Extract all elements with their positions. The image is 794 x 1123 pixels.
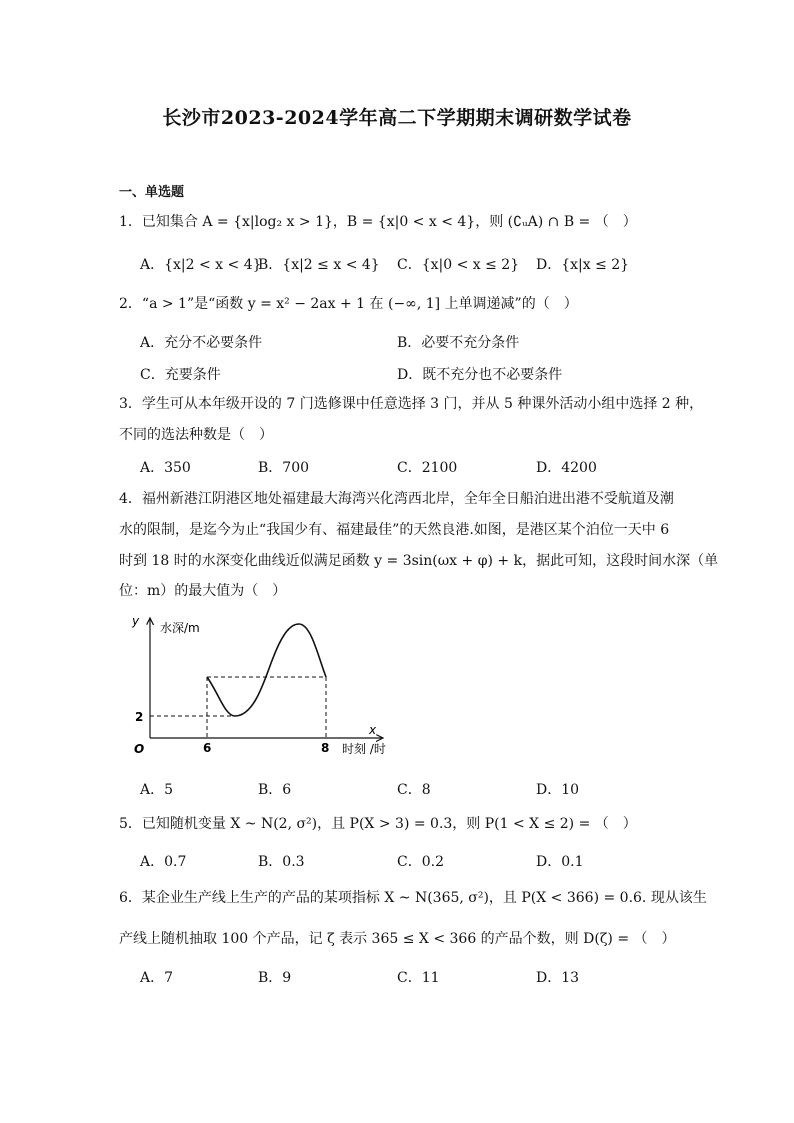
question-4-stem-line-3: 时到 18 时的水深变化曲线近似满足函数 y = 3sin(ωx + φ) + k，据此可知，这段时间水深（单 [119, 553, 719, 569]
question-2-option-c[interactable]: C．充要条件 [140, 367, 221, 383]
question-3-option-a[interactable]: A．350 [140, 460, 191, 476]
question-3-stem-line-2: 不同的选法种数是（ ） [119, 427, 273, 443]
tick-label-6: 6 [203, 741, 212, 755]
question-4-stem-line-4: 位：m）的最大值为（ ） [119, 583, 287, 599]
question-6-stem-line-1: 6．某企业生产线上生产的产品的某项指标 X ~ N(365, σ²)，且 P(X < 366) = 0.6. 现从该生 [119, 890, 707, 906]
question-2-option-d[interactable]: D．既不充分也不必要条件 [397, 367, 563, 383]
question-1-option-c[interactable]: C．{x|0 < x ≤ 2} [397, 257, 520, 273]
question-6-option-a[interactable]: A．7 [140, 970, 174, 986]
question-5-option-c[interactable]: C．0.2 [397, 854, 444, 870]
question-6-option-d[interactable]: D．13 [536, 970, 580, 986]
question-1-option-a[interactable]: A．{x|2 < x < 4} [140, 257, 262, 273]
question-6-option-b[interactable]: B．9 [258, 970, 292, 986]
question-2-stem: 2．“a > 1”是“函数 y = x² − 2ax + 1 在 (−∞, 1] 上单调递减”的（ ） [119, 296, 578, 312]
x-axis-symbol: x [369, 723, 377, 737]
question-4-stem-line-2: 水的限制，是迄今为止“我国少有、福建最佳”的天然良港.如图，是港区某个泊位一天中 6 [119, 522, 670, 538]
question-3-stem-line-1: 3．学生可从本年级开设的 7 门选修课中任意选择 3 门，并从 5 种课外活动小组中选择 2 种， [119, 396, 704, 412]
question-1-stem: 1．已知集合 A = {x|log₂ x > 1}，B = {x|0 < x < 4}，则 (∁ᵤA) ∩ B = （ ） [119, 214, 637, 230]
question-2-option-b[interactable]: B．必要不充分条件 [397, 335, 520, 351]
x-axis-label: 时刻 /时 [342, 742, 386, 756]
question-1-option-b[interactable]: B．{x|2 ≤ x < 4} [258, 257, 380, 273]
question-4-stem-line-1: 4．福州新港江阴港区地处福建最大海湾兴化湾西北岸，全年全日船泊进出港不受航道及潮 [119, 491, 674, 507]
question-3-option-b[interactable]: B．700 [258, 460, 310, 476]
question-4-option-b[interactable]: B．6 [258, 782, 292, 798]
y-axis-symbol: y [132, 614, 140, 628]
question-4-option-d[interactable]: D．10 [536, 782, 580, 798]
question-3-option-d[interactable]: D．4200 [536, 460, 597, 476]
y-axis-label: 水深/m [160, 621, 200, 635]
page-title: 长沙市2023-2024学年高二下学期期末调研数学试卷 [162, 107, 632, 129]
question-3-option-c[interactable]: C．2100 [397, 460, 458, 476]
question-5-option-d[interactable]: D．0.1 [536, 854, 584, 870]
question-1-option-d[interactable]: D．{x|x ≤ 2} [536, 257, 630, 273]
question-5-stem: 5．已知随机变量 X ~ N(2, σ²)，且 P(X > 3) = 0.3，则 P(1 < X ≤ 2) = （ ） [119, 816, 637, 832]
tick-label-8: 8 [321, 741, 330, 755]
tick-label-2: 2 [135, 710, 144, 724]
question-6-option-c[interactable]: C．11 [397, 970, 440, 986]
question-4-option-c[interactable]: C．8 [397, 782, 431, 798]
question-2-option-a[interactable]: A．充分不必要条件 [140, 335, 263, 351]
origin-label: O [134, 742, 145, 756]
question-4-option-a[interactable]: A．5 [140, 782, 174, 798]
section-heading: 一、单选题 [119, 185, 185, 200]
question-5-option-b[interactable]: B．0.3 [258, 854, 305, 870]
question-6-stem-line-2: 产线上随机抽取 100 个产品，记 ζ 表示 365 ≤ X < 366 的产品个数，则 D(ζ) = （ ） [119, 931, 676, 947]
depth-curve [207, 624, 326, 716]
water-depth-figure [115, 610, 405, 760]
question-5-option-a[interactable]: A．0.7 [140, 854, 187, 870]
